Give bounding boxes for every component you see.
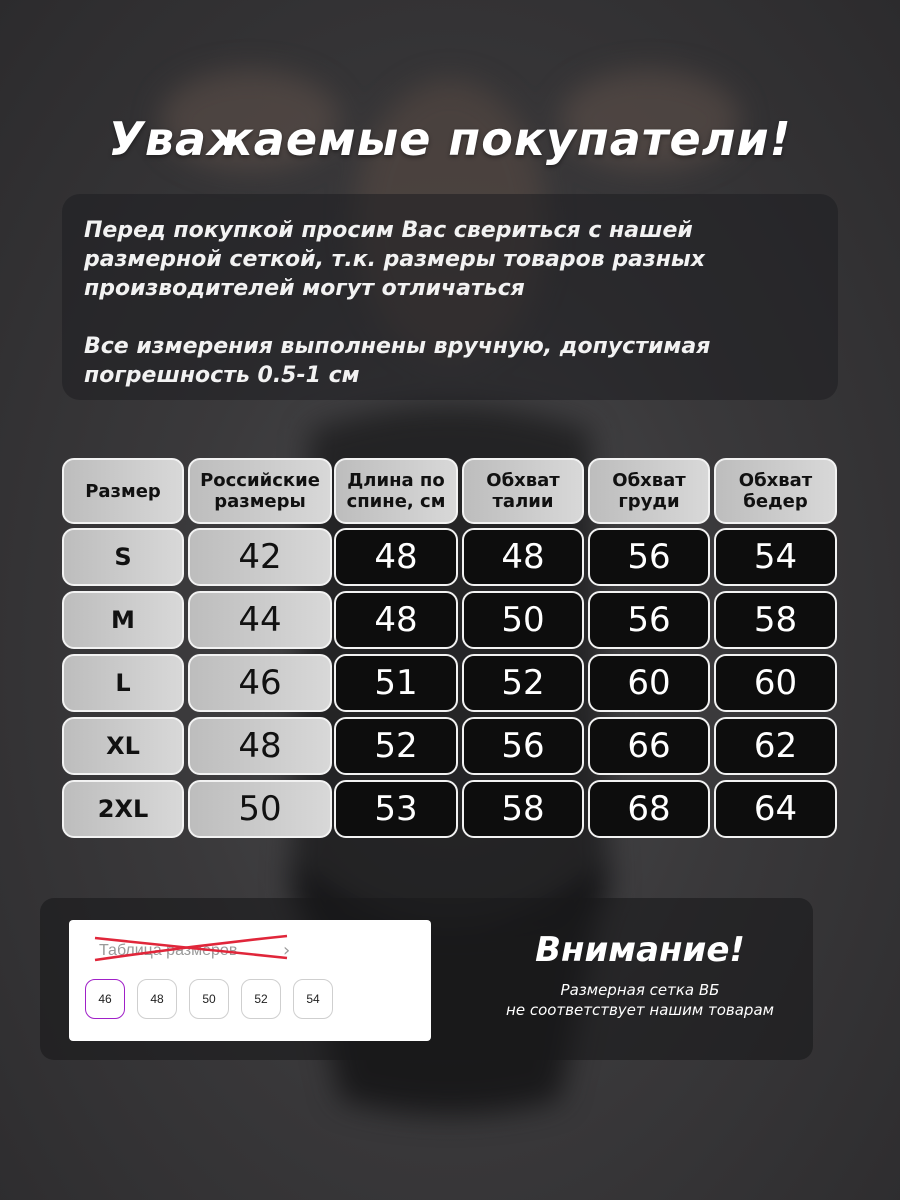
- table-cell: 56: [588, 528, 710, 586]
- chevron-right-icon: ›: [283, 940, 291, 961]
- warning-line-2: не соответствует нашим товарам: [506, 1001, 774, 1019]
- size-chip-48: 48: [137, 979, 177, 1019]
- table-cell: 46: [188, 654, 332, 712]
- table-cell: 54: [714, 528, 837, 586]
- table-size-label: L: [62, 654, 184, 712]
- table-cell: 52: [334, 717, 458, 775]
- size-chip-54: 54: [293, 979, 333, 1019]
- table-header-cell: Обхват груди: [588, 458, 710, 524]
- strikethrough-mark: [91, 932, 291, 966]
- table-cell: 58: [714, 591, 837, 649]
- wb-size-chart-example: [69, 920, 431, 1041]
- table-cell: 50: [462, 591, 584, 649]
- table-cell: 64: [714, 780, 837, 838]
- table-cell: 68: [588, 780, 710, 838]
- size-chip-50: 50: [189, 979, 229, 1019]
- table-cell: 50: [188, 780, 332, 838]
- table-cell: 48: [462, 528, 584, 586]
- table-header-cell: Обхват бедер: [714, 458, 837, 524]
- table-cell: 58: [462, 780, 584, 838]
- table-cell: 48: [334, 591, 458, 649]
- table-cell: 53: [334, 780, 458, 838]
- table-cell: 48: [188, 717, 332, 775]
- warning-line-1: Размерная сетка ВБ: [560, 981, 720, 999]
- table-cell: 56: [588, 591, 710, 649]
- table-header-cell: Российские размеры: [188, 458, 332, 524]
- notice-paragraph-2: Все измерения выполнены вручную, допустимая погрешность 0.5-1 см: [84, 334, 711, 388]
- table-cell: 62: [714, 717, 837, 775]
- table-cell: 56: [462, 717, 584, 775]
- warning-text: [470, 980, 810, 1020]
- page-title: Уважаемые покупатели!: [108, 112, 792, 166]
- table-cell: 48: [334, 528, 458, 586]
- table-cell: 66: [588, 717, 710, 775]
- table-header-cell: Длина по спине, см: [334, 458, 458, 524]
- table-size-label: M: [62, 591, 184, 649]
- table-size-label: XL: [62, 717, 184, 775]
- size-chart-link: Таблица размеров: [99, 942, 238, 959]
- table-header-cell: Обхват талии: [462, 458, 584, 524]
- notice-paragraph-1: Перед покупкой просим Вас свериться с нашей размерной сеткой, т.к. размеры товаров разных производителей могут отличаться: [84, 218, 705, 301]
- table-cell: 44: [188, 591, 332, 649]
- warning-title: Внимание!: [535, 930, 745, 970]
- size-chip-52: 52: [241, 979, 281, 1019]
- table-cell: 60: [588, 654, 710, 712]
- notice-panel: [62, 194, 838, 400]
- wb-warning-panel: [40, 898, 813, 1060]
- table-cell: 60: [714, 654, 837, 712]
- table-size-label: S: [62, 528, 184, 586]
- table-cell: 52: [462, 654, 584, 712]
- table-header-cell: Размер: [62, 458, 184, 524]
- table-cell: 42: [188, 528, 332, 586]
- table-cell: 51: [334, 654, 458, 712]
- size-chip-46: 46: [85, 979, 125, 1019]
- table-size-label: 2XL: [62, 780, 184, 838]
